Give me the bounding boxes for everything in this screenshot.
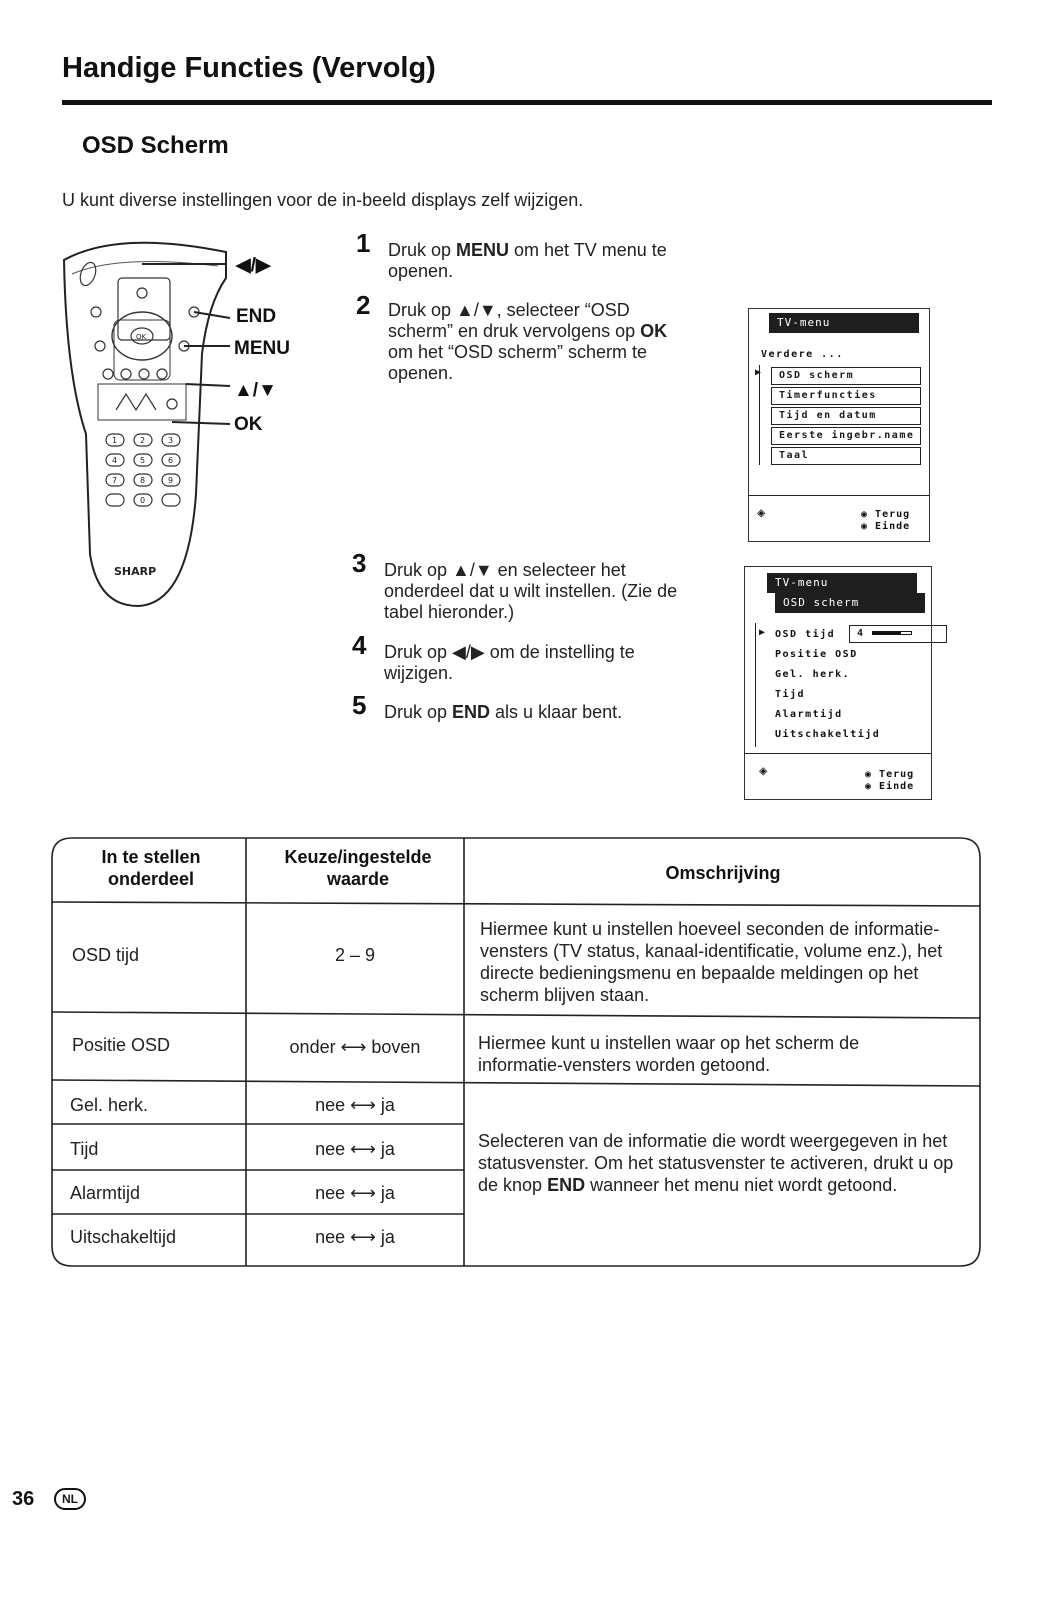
osd2-item-osd-tijd: OSD tijd [775, 629, 836, 640]
row-positie-osd-item: Positie OSD [72, 1035, 171, 1055]
osd2-divider [755, 623, 756, 747]
callout-left-right: ◀/▶ [236, 255, 271, 276]
step-5-number: 5 [352, 690, 367, 720]
osd2-value-box: 4 [849, 625, 947, 643]
osd2-selector-arrow-icon: ▶ [759, 627, 766, 638]
remote-control-illustration [58, 234, 308, 614]
page-title: Handige Functies (Vervolg) [62, 52, 436, 84]
callout-up-down: ▲/▼ [234, 380, 277, 401]
step-4-text: Druk op ◀/▶ om de instelling te wijzigen. [384, 642, 635, 683]
osd1-item-eerste-ingebr: Eerste ingebr.name [771, 427, 921, 445]
row-tijd-item: Tijd [70, 1139, 99, 1159]
row-uitschakeltijd-value: nee ⟷ ja [315, 1227, 395, 1247]
row-uitschakeltijd-item: Uitschakeltijd [70, 1227, 177, 1247]
key-5: 5 [140, 456, 146, 465]
osd1-label: Verdere ... [761, 349, 844, 360]
osd-scherm-screen [744, 566, 932, 800]
osd2-header: TV-menu [767, 573, 917, 593]
step-3-text: Druk op ▲/▼ en selecteer het onderdeel dat u wilt instellen. (Zie de tabel hieronder.) [384, 560, 678, 622]
key-6: 6 [168, 456, 174, 465]
row-osd-tijd-desc: Hiermee kunt u instellen hoeveel seconden de informatie-vensters (TV status, kanaal-identificatie, volume enz.), het directe bedieningsmenu en bepaalde meldingen op het scherm blijven staan. [480, 919, 943, 1005]
osd2-footer-rule [745, 753, 931, 754]
key-3: 3 [168, 436, 174, 445]
osd1-nav-pad-icon: ◈ [757, 505, 766, 521]
key-4: 4 [112, 456, 118, 465]
step-2-number: 2 [356, 290, 371, 320]
step-1-text: Druk op MENU om het TV menu te openen. [388, 240, 667, 281]
key-8: 8 [140, 476, 146, 485]
osd2-item-positie-osd: Positie OSD [775, 649, 858, 660]
row-alarmtijd-value: nee ⟷ ja [315, 1183, 395, 1203]
osd1-footer-terug: ◉ Terug [861, 509, 911, 520]
row-positie-osd-desc: Hiermee kunt u instellen waar op het scherm de informatie-vensters worden getoond. [478, 1033, 860, 1075]
language-badge: NL [54, 1488, 86, 1510]
row-gel-herk-value: nee ⟷ ja [315, 1095, 395, 1115]
section-title: OSD Scherm [82, 132, 229, 159]
intro-text: U kunt diverse instellingen voor de in-beeld displays zelf wijzigen. [62, 190, 584, 210]
row-osd-tijd-item: OSD tijd [72, 945, 140, 965]
osd2-item-tijd: Tijd [775, 689, 806, 700]
osd2-nav-pad-icon: ◈ [759, 763, 768, 779]
header-omschrijving: Omschrijving [665, 863, 781, 883]
osd1-item-taal: Taal [771, 447, 921, 465]
osd1-item-tijd-datum: Tijd en datum [771, 407, 921, 425]
osd1-item-timerfuncties: Timerfuncties [771, 387, 921, 405]
remote-control-icon [58, 234, 308, 614]
row-alarmtijd-item: Alarmtijd [70, 1183, 141, 1203]
step-3-number: 3 [352, 548, 367, 578]
step-4-number: 4 [352, 630, 367, 660]
callout-menu: MENU [234, 338, 290, 359]
page-number: 36 [12, 1488, 35, 1510]
key-7: 7 [112, 476, 118, 485]
step-5-text: Druk op END als u klaar bent. [384, 702, 623, 722]
shared-status-desc: Selecteren van de informatie die wordt weergegeven in het statusvenster. Om het statusvenster te activeren, drukt u op de knop END wanneer het menu niet wordt getoond. [478, 1131, 954, 1195]
callout-ok: OK [234, 414, 263, 435]
key-9: 9 [168, 476, 174, 485]
row-positie-osd-value: onder ⟷ boven [289, 1037, 421, 1057]
osd2-item-uitschakeltijd: Uitschakeltijd [775, 729, 881, 740]
osd2-footer-terug: ◉ Terug [865, 769, 915, 780]
step-1-number: 1 [356, 228, 371, 258]
key-2: 2 [140, 436, 146, 445]
osd2-subheader: OSD scherm [775, 593, 925, 613]
key-1: 1 [112, 436, 118, 445]
row-osd-tijd-value: 2 – 9 [334, 945, 376, 965]
osd-tv-menu-screen [748, 308, 930, 542]
osd2-item-gel-herk: Gel. herk. [775, 669, 851, 680]
remote-brand: SHARP [114, 565, 157, 578]
row-gel-herk-item: Gel. herk. [70, 1095, 149, 1115]
step-2-text: Druk op ▲/▼, selecteer “OSD scherm” en druk vervolgens op OK om het “OSD scherm” scherm te openen. [388, 300, 668, 383]
header-waarde: Keuze/ingestelde waarde [284, 847, 432, 889]
osd1-selector-arrow-icon: ▶ [755, 367, 762, 378]
svg-text:OK: OK [136, 333, 147, 341]
osd1-header: TV-menu [769, 313, 919, 333]
osd1-divider [759, 365, 760, 465]
osd1-footer-einde: ◉ Einde [861, 521, 911, 532]
callout-end: END [236, 306, 277, 327]
key-0: 0 [140, 496, 146, 505]
row-tijd-value: nee ⟷ ja [315, 1139, 395, 1159]
header-onderdeel: In te stellen onderdeel [101, 847, 201, 889]
title-rule [62, 100, 992, 105]
osd2-footer-einde: ◉ Einde [865, 781, 915, 792]
osd2-item-alarmtijd: Alarmtijd [775, 709, 843, 720]
settings-table [50, 836, 982, 1268]
osd1-footer-rule [749, 495, 929, 496]
osd1-item-osd-scherm: OSD scherm [771, 367, 921, 385]
